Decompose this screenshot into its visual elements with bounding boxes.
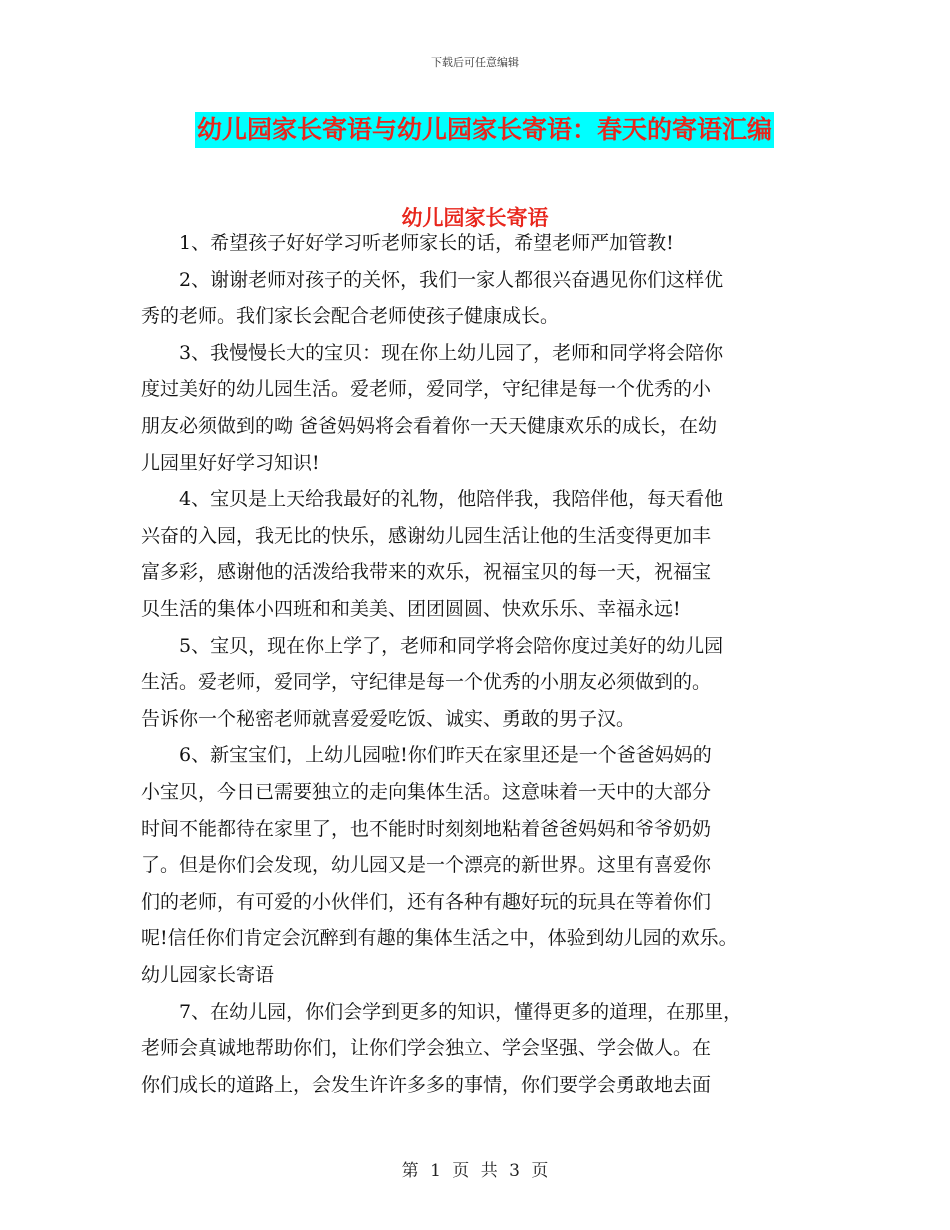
text-line: 富多彩，感谢他的活泼给我带来的欢乐，祝福宝贝的每一天，祝福宝: [141, 561, 712, 584]
text-line: 7、在幼儿园，你们会学到更多的知识，懂得更多的道理，在那里，: [141, 1000, 743, 1023]
text-line: 度过美好的幼儿园生活。爱老师，爱同学，守纪律是每一个优秀的小: [141, 378, 712, 401]
text-line: 时间不能都待在家里了，也不能时时刻刻地粘着爸爸妈妈和爷爷奶奶: [141, 817, 712, 840]
text-line: 告诉你一个秘密老师就喜爱爱吃饭、诚实、勇敢的男子汉。: [141, 707, 636, 730]
page-footer: 第 1 页 共 3 页: [401, 1161, 549, 1181]
text-line: 贝生活的集体小四班和和美美、团团圆圆、快欢乐乐、幸福永远!: [141, 598, 681, 620]
text-line: 秀的老师。我们家长会配合老师使孩子健康成长。: [141, 305, 560, 328]
text-line: 老师会真诚地帮助你们，让你们学会独立、学会坚强、学会做人。在: [141, 1037, 712, 1060]
text-line: 6、新宝宝们，上幼儿园啦!你们昨天在家里还是一个爸爸妈妈的: [141, 744, 712, 767]
text-line: 生活。爱老师，爱同学，守纪律是每一个优秀的小朋友必须做到的。: [141, 671, 712, 694]
text-line: 4、宝贝是上天给我最好的礼物，他陪伴我，我陪伴他，每天看他: [141, 488, 724, 511]
section-title: 幼儿园家长寄语: [401, 206, 549, 230]
page-header: 下载后可任意编辑: [431, 56, 519, 69]
text-line: 你们成长的道路上，会发生许许多多的事情，你们要学会勇敢地去面: [141, 1073, 712, 1096]
text-line: 了。但是你们会发现，幼儿园又是一个漂亮的新世界。这里有喜爱你: [141, 854, 712, 877]
text-line: 小宝贝，今日已需要独立的走向集体生活。这意味着一天中的大部分: [141, 781, 712, 803]
text-line: 2、谢谢老师对孩子的关怀，我们一家人都很兴奋遇见你们这样优: [141, 268, 724, 291]
text-line: 兴奋的入园，我无比的快乐，感谢幼儿园生活让他的生活变得更加丰: [141, 524, 712, 547]
text-line: 3、我慢慢长大的宝贝：现在你上幼儿园了，老师和同学将会陪你: [141, 341, 724, 364]
text-line: 1、希望孩子好好学习听老师家长的话，希望老师严加管教!: [141, 232, 674, 254]
text-line: 儿园里好好学习知识!: [141, 451, 320, 474]
text-line: 呢!信任你们肯定会沉醉到有趣的集体生活之中，体验到幼儿园的欢乐。: [141, 927, 738, 950]
document-title: 幼儿园家长寄语与幼儿园家长寄语：春天的寄语汇编: [195, 112, 774, 148]
text-line: 们的老师，有可爱的小伙伴们，还有各种有趣好玩的玩具在等着你们: [141, 890, 712, 913]
text-line: 幼儿园家长寄语: [141, 964, 275, 986]
text-line: 5、宝贝，现在你上学了，老师和同学将会陪你度过美好的幼儿园: [141, 634, 724, 657]
text-line: 朋友必须做到的呦 爸爸妈妈将会看着你一天天健康欢乐的成长，在幼: [141, 415, 718, 437]
